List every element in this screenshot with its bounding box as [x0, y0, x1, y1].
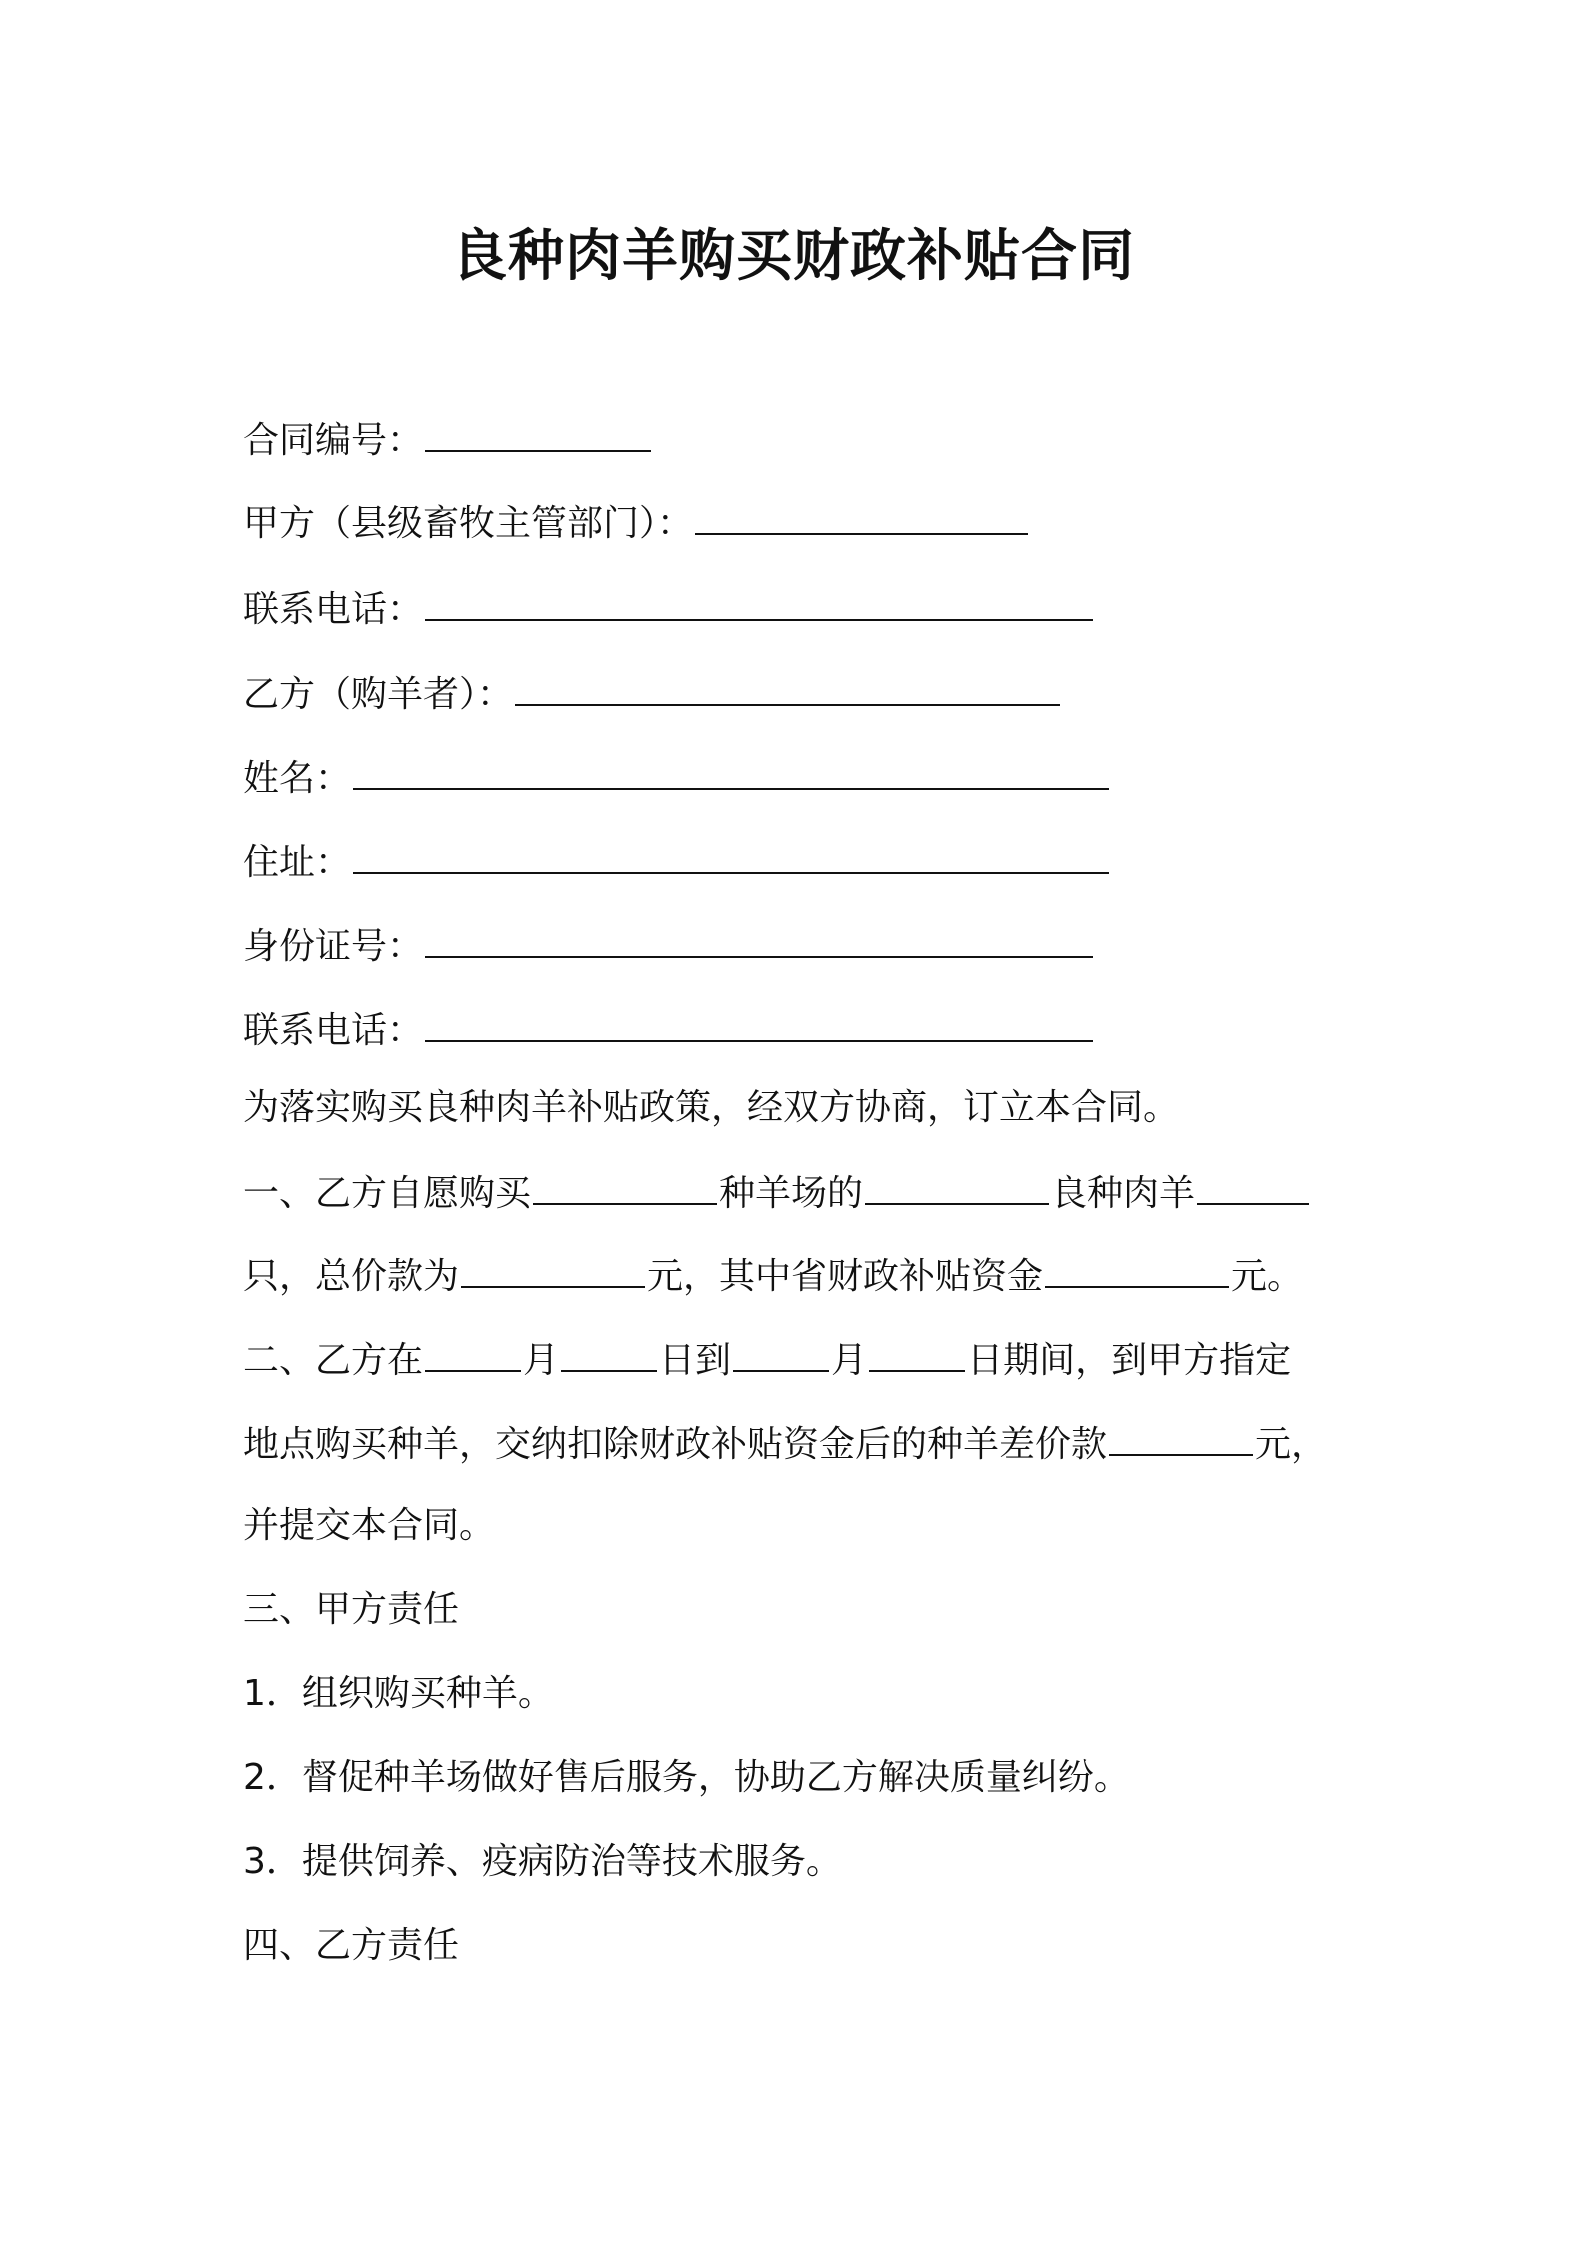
section-4-title: 四、乙方责任: [243, 1925, 460, 1966]
contract-number-blank[interactable]: [425, 420, 651, 452]
quantity-blank[interactable]: [1197, 1173, 1309, 1205]
name-line: [243, 758, 1111, 797]
name-blank[interactable]: [353, 758, 1109, 790]
contract-number-label: 合同编号：: [243, 420, 424, 461]
start-month-blank[interactable]: [425, 1340, 521, 1372]
clause-2-text-c: 日到: [659, 1340, 732, 1381]
section-3-item-1: 1．组织购买种羊。: [243, 1673, 554, 1714]
party-a-phone-blank[interactable]: [425, 589, 1093, 621]
subsidy-amount-blank[interactable]: [1045, 1256, 1229, 1288]
clause-2-text-a: 二、乙方在: [243, 1340, 424, 1381]
end-month-blank[interactable]: [733, 1340, 829, 1372]
clause-1-text-f: 元。: [1231, 1256, 1304, 1297]
end-day-blank[interactable]: [869, 1340, 965, 1372]
clause-2-line-3: 并提交本合同。: [243, 1505, 496, 1546]
party-a-label: 甲方（县级畜牧主管部门）：: [243, 503, 694, 544]
clause-2-text-d: 月: [831, 1340, 868, 1381]
address-blank[interactable]: [353, 842, 1109, 874]
clause-1-text-d: 只，总价款为: [243, 1256, 460, 1297]
farm-name-blank[interactable]: [533, 1173, 717, 1205]
party-b-label: 乙方（购羊者）：: [243, 674, 514, 715]
address-label: 住址：: [243, 842, 352, 883]
party-b-blank[interactable]: [515, 674, 1060, 706]
clause-1-text-a: 一、乙方自愿购买: [243, 1173, 532, 1214]
address-line: [243, 842, 1111, 881]
clause-2-text-f: 地点购买种羊，交纳扣除财政补贴资金后的种羊差价款: [243, 1424, 1108, 1465]
section-3-title: 三、甲方责任: [243, 1589, 460, 1630]
clause-1-line-2: [243, 1256, 1303, 1295]
section-3-item-2: 2．督促种羊场做好售后服务，协助乙方解决质量纠纷。: [243, 1757, 1130, 1798]
party-a-blank[interactable]: [695, 503, 1028, 535]
breed-blank[interactable]: [865, 1173, 1049, 1205]
clause-2-text-e: 日期间，到甲方指定: [967, 1340, 1292, 1381]
party-b-phone-line: [243, 1010, 1095, 1049]
contract-number-line: [243, 420, 653, 459]
clause-2-line-1: [243, 1340, 1291, 1379]
party-a-line: [243, 503, 1030, 542]
clause-2-line-2: [243, 1424, 1327, 1463]
document-title: 良种肉羊购买财政补贴合同: [451, 224, 1135, 289]
clause-2-text-g: 元，: [1255, 1424, 1328, 1465]
id-number-line: [243, 926, 1095, 965]
clause-1-text-e: 元，其中省财政补贴资金: [647, 1256, 1044, 1297]
party-a-phone-label: 联系电话：: [243, 589, 424, 630]
clause-1-text-b: 种羊场的: [719, 1173, 864, 1214]
clause-1-line-1: [243, 1173, 1311, 1212]
section-3-item-3: 3．提供饲养、疫病防治等技术服务。: [243, 1841, 842, 1882]
total-price-blank[interactable]: [461, 1256, 645, 1288]
id-number-label: 身份证号：: [243, 926, 424, 967]
intro-paragraph: 为落实购买良种肉羊补贴政策，经双方协商，订立本合同。: [243, 1087, 1180, 1128]
clause-2-text-b: 月: [523, 1340, 560, 1381]
name-label: 姓名：: [243, 758, 352, 799]
party-a-phone-line: [243, 589, 1095, 628]
party-b-line: [243, 674, 1062, 713]
party-b-phone-label: 联系电话：: [243, 1010, 424, 1051]
id-number-blank[interactable]: [425, 926, 1093, 958]
party-b-phone-blank[interactable]: [425, 1010, 1093, 1042]
price-difference-blank[interactable]: [1109, 1424, 1253, 1456]
clause-1-text-c: 良种肉羊: [1051, 1173, 1196, 1214]
start-day-blank[interactable]: [561, 1340, 657, 1372]
